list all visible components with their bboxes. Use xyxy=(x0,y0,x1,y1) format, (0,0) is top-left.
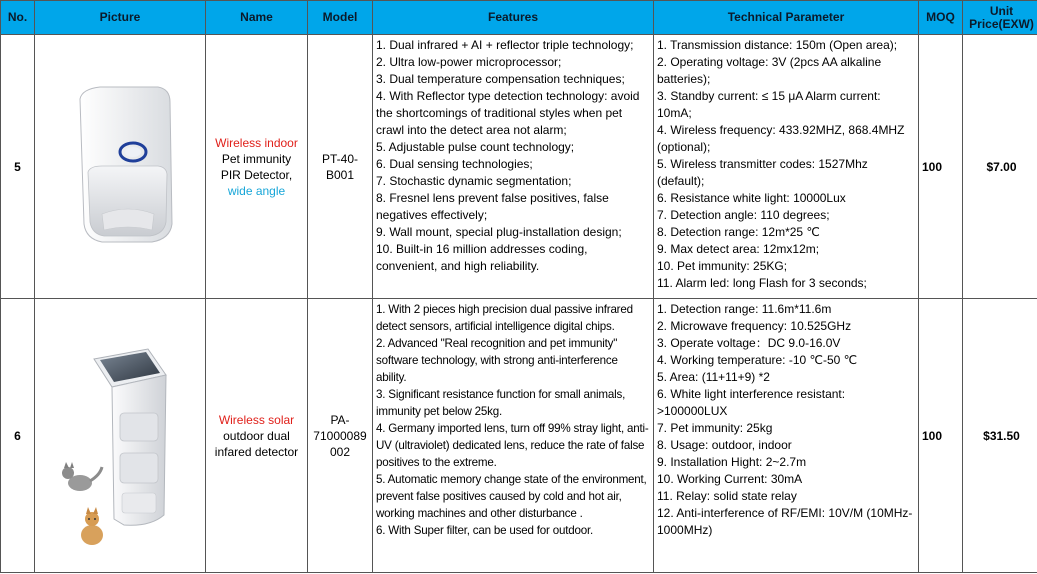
technical-list xyxy=(657,37,916,298)
technical-item: 6. White light interference resistant: >100000LUX xyxy=(657,387,846,418)
cell-features[interactable] xyxy=(373,35,654,299)
technical-item: 7. Detection angle: 110 degrees; xyxy=(657,208,830,222)
technical-item: 8. Detection range: 12m*25 ℃ xyxy=(657,225,820,239)
cell-technical-parameter[interactable] xyxy=(654,299,919,573)
cell-no[interactable]: 5 xyxy=(1,35,35,299)
technical-item: 11. Relay: solid state relay xyxy=(657,489,797,503)
features-list xyxy=(376,301,651,572)
feature-item: 6. Dual sensing technologies; xyxy=(376,157,533,171)
technical-item: 9. Installation Hight: 2~2.7m xyxy=(657,455,807,469)
technical-item: 2. Operating voltage: 3V (2pcs AA alkaline batteries); xyxy=(657,55,882,86)
feature-item: 5. Adjustable pulse count technology; xyxy=(376,140,575,154)
feature-item: 10. Built-in 16 million addresses coding, convenient, and high reliability. xyxy=(376,242,588,273)
cell-picture[interactable] xyxy=(35,35,206,299)
technical-item: 3. Standby current: ≤ 15 μA Alarm current: 10mA; xyxy=(657,89,881,120)
technical-item: 6. Resistance white light: 10000Lux xyxy=(657,191,846,205)
cell-unit-price[interactable]: $31.50 xyxy=(963,299,1037,573)
model-line: 71000089 xyxy=(313,428,367,443)
feature-item: 2. Ultra low-power microprocessor; xyxy=(376,55,562,69)
technical-item: 1. Transmission distance: 150m (Open area); xyxy=(657,38,898,52)
model-line: PA- xyxy=(330,412,350,427)
feature-item: 2. Advanced "Real recognition and pet immunity" software technology, with strong anti-interference ability. xyxy=(376,337,618,384)
technical-item: 11. Alarm led: long Flash for 3 seconds; xyxy=(657,276,867,290)
features-list xyxy=(376,37,651,298)
technical-item: 2. Microwave frequency: 10.525GHz xyxy=(657,319,852,333)
technical-item: 5. Area: (11+11+9) *2 xyxy=(657,370,770,384)
technical-item: 4. Wireless frequency: 433.92MHZ, 868.4MHZ (optional); xyxy=(657,123,905,154)
feature-item: 1. With 2 pieces high precision dual passive infrared detect sensors, artificial intelligence digital chips. xyxy=(376,303,633,333)
header-unit-price[interactable] xyxy=(963,1,1037,35)
technical-item: 10. Pet immunity: 25KG; xyxy=(657,259,788,273)
model-line: PT-40- xyxy=(321,151,358,166)
technical-item: 1. Detection range: 11.6m*11.6m xyxy=(657,302,832,316)
header-row xyxy=(1,1,1037,35)
header-unit-price-line1: Unit xyxy=(989,3,1014,18)
cell-moq[interactable]: 100 xyxy=(919,299,963,573)
feature-item: 8. Fresnel lens prevent false positives, false negatives effectively; xyxy=(376,191,609,222)
name-line: infared detector xyxy=(214,444,299,459)
technical-item: 10. Working Current: 30mA xyxy=(657,472,803,486)
cell-features[interactable] xyxy=(373,299,654,573)
pir-detector-image xyxy=(40,54,200,274)
technical-item: 3. Operate voltage：DC 9.0-16.0V xyxy=(657,336,841,350)
table-row xyxy=(1,35,1037,299)
technical-list xyxy=(657,301,916,572)
feature-item: 9. Wall mount, special plug-installation design; xyxy=(376,225,622,239)
technical-item: 7. Pet immunity: 25kg xyxy=(657,421,773,435)
name-accent: wide angle xyxy=(227,183,286,198)
feature-item: 5. Automatic memory change state of the environment, prevent false positives caused by cold and hot air, working machines and other disturbance . xyxy=(376,473,647,520)
technical-item: 12. Anti-interference of RF/EMI: 10V/M (10MHz-1000MHz) xyxy=(657,506,913,537)
header-moq[interactable]: MOQ xyxy=(919,1,963,35)
cell-picture[interactable] xyxy=(35,299,206,573)
model-line: B001 xyxy=(325,167,355,182)
header-picture[interactable]: Picture xyxy=(35,1,206,35)
cell-moq[interactable]: 100 xyxy=(919,35,963,299)
header-model[interactable]: Model xyxy=(308,1,373,35)
technical-item: 5. Wireless transmitter codes: 1527Mhz (default); xyxy=(657,157,868,188)
cell-unit-price[interactable]: $7.00 xyxy=(963,35,1037,299)
model-line: 002 xyxy=(329,444,351,459)
feature-item: 7. Stochastic dynamic segmentation; xyxy=(376,174,572,188)
cell-name[interactable] xyxy=(206,299,308,573)
cell-technical-parameter[interactable] xyxy=(654,35,919,299)
technical-item: 8. Usage: outdoor, indoor xyxy=(657,438,792,452)
feature-item: 3. Dual temperature compensation techniques; xyxy=(376,72,625,86)
header-features[interactable]: Features xyxy=(373,1,654,35)
feature-item: 6. With Super filter, can be used for outdoor. xyxy=(376,524,594,537)
technical-item: 9. Max detect area: 12mx12m; xyxy=(657,242,820,256)
header-no[interactable]: No. xyxy=(1,1,35,35)
feature-item: 1. Dual infrared + AI + reflector triple technology; xyxy=(376,38,634,52)
name-highlight: Wireless indoor xyxy=(215,135,298,150)
feature-item: 3. Significant resistance function for small animals, immunity pet below 25kg. xyxy=(376,388,626,418)
name-line: outdoor dual xyxy=(223,428,290,443)
name-highlight: Wireless solar xyxy=(218,412,295,427)
feature-item: 4. Germany imported lens, turn off 99% stray light, anti-UV (ultraviolet) dedicated lens, reduce the rate of false positives to the extreme. xyxy=(376,422,649,469)
header-unit-price-line2: Price(EXW) xyxy=(969,16,1034,31)
cell-name[interactable] xyxy=(206,35,308,299)
header-name[interactable]: Name xyxy=(206,1,308,35)
solar-outdoor-detector-image xyxy=(40,303,200,563)
feature-item: 4. With Reflector type detection technology: avoid the shortcomings of traditional styles when pet crawl into the detect area not alarm; xyxy=(376,89,640,137)
table-row xyxy=(1,299,1037,573)
header-technical-parameter[interactable]: Technical Parameter xyxy=(654,1,919,35)
technical-item: 4. Working temperature: -10 ℃-50 ℃ xyxy=(657,353,858,367)
cell-no[interactable]: 6 xyxy=(1,299,35,573)
name-line: PIR Detector, xyxy=(220,167,293,182)
name-line: Pet immunity xyxy=(221,151,292,166)
cell-model[interactable] xyxy=(308,35,373,299)
cell-model[interactable] xyxy=(308,299,373,573)
